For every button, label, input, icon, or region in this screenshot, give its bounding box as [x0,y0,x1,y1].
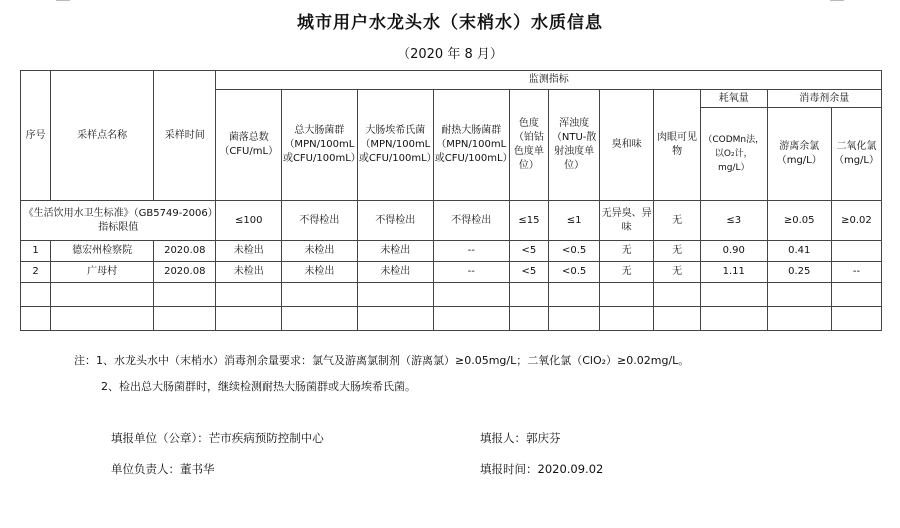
report-date-label: 填报时间： [480,462,538,476]
row-value: 未检出 [357,241,433,262]
header-chlorine-dioxide: 二氧化氯（mg/L） [831,108,881,201]
standard-value: 无 [654,201,701,241]
row-site: 广母村 [51,262,154,283]
reporter-label: 填报人： [480,431,526,445]
header-disinfectant: 消毒剂余量 [767,90,882,108]
header-oxygen-title: 耗氧量 [700,90,767,108]
standard-row [21,201,882,241]
row-site: 德宏州检察院 [51,241,154,262]
row-value: 未检出 [216,241,282,262]
header-site: 采样点名称 [51,71,154,201]
row-time: 2020.08 [154,241,216,262]
row-time: 2020.08 [154,262,216,283]
empty-row [21,307,882,331]
header-time: 采样时间 [154,71,216,201]
header-turbidity: 浑浊度（NTU-散射浊度单位） [549,90,600,201]
row-value [831,241,881,262]
standard-value: 不得检出 [281,201,357,241]
unit-leader-value: 董书华 [180,462,215,476]
header-oxygen-sub: （CODMn法，以O₂计，mg/L） [700,108,767,201]
standard-value: ≥0.05 [767,201,831,241]
row-value: <5 [509,262,549,283]
header-free-chlorine: 游离余氯（mg/L） [767,108,831,201]
unit-leader [111,461,215,477]
table-row [21,241,882,262]
row-value: -- [831,262,881,283]
document-subtitle: （2020 年 8 月） [397,47,503,62]
row-value: <5 [509,241,549,262]
reporter [480,430,561,446]
header-odor: 臭和味 [600,90,654,201]
row-value: -- [433,241,509,262]
standard-value: ≤1 [549,201,600,241]
standard-value: ≥0.02 [831,201,881,241]
header-total-coliform: 总大肠菌群（MPN/100mL或CFU/100mL） [281,90,357,201]
standard-label: 《生活饮用水卫生标准》（GB5749-2006）指标限值 [21,201,216,241]
row-value: 无 [654,262,701,283]
reporting-unit-label: 填报单位（公章）： [111,431,209,445]
header-seq: 序号 [21,71,51,201]
water-quality-table [20,70,882,331]
row-value: 无 [600,262,654,283]
empty-row [21,283,882,307]
standard-value: ≤15 [509,201,549,241]
note-coliform: 2、检出总大肠菌群时，继续检测耐热大肠菌群或大肠埃希氏菌。 [101,380,416,393]
standard-value: 不得检出 [433,201,509,241]
row-seq: 1 [21,241,51,262]
standard-value: ≤3 [700,201,767,241]
page-corner-mark-left [56,0,70,1]
row-value: 无 [654,241,701,262]
unit-leader-label: 单位负责人： [111,462,180,476]
header-color: 色度（铂钴色度单位） [509,90,549,201]
row-value: <0.5 [549,241,600,262]
reporting-unit-value: 芒市疾病预防控制中心 [208,431,324,445]
header-e-coli: 大肠埃希氏菌（MPN/100mL或CFU/100mL） [357,90,433,201]
reporter-value: 郭庆芬 [526,431,561,445]
row-value: 0.41 [767,241,831,262]
standard-value: 无异臭、异味 [600,201,654,241]
page-corner-mark-right [830,0,844,1]
standard-value: ≤100 [216,201,282,241]
row-value: 未检出 [281,241,357,262]
header-total-bacteria: 菌落总数（CFU/mL） [216,90,282,201]
report-date-value: 2020.09.02 [537,462,604,476]
row-seq: 2 [21,262,51,283]
header-visible: 肉眼可见物 [654,90,701,201]
document-title: 城市用户水龙头水（末梢水）水质信息 [297,13,603,33]
row-value: 0.90 [700,241,767,262]
header-thermo-coliform: 耐热大肠菌群（MPN/100mL或CFU/100mL） [433,90,509,201]
note-disinfectant: 注：1、水龙头水中（末梢水）消毒剂余量要求：氯气及游离氯制剂（游离氯）≥0.05mg/L；二氧化氯（ClO₂）≥0.02mg/L。 [74,354,690,367]
row-value: 未检出 [357,262,433,283]
row-value: 无 [600,241,654,262]
report-date [480,461,603,477]
row-value: 0.25 [767,262,831,283]
header-row-1 [21,71,882,90]
row-value: -- [433,262,509,283]
table-row [21,262,882,283]
row-value: 未检出 [216,262,282,283]
row-value: <0.5 [549,262,600,283]
standard-value: 不得检出 [357,201,433,241]
row-value: 1.11 [700,262,767,283]
reporting-unit [111,430,324,446]
header-monitoring: 监测指标 [216,71,882,90]
row-value: 未检出 [281,262,357,283]
